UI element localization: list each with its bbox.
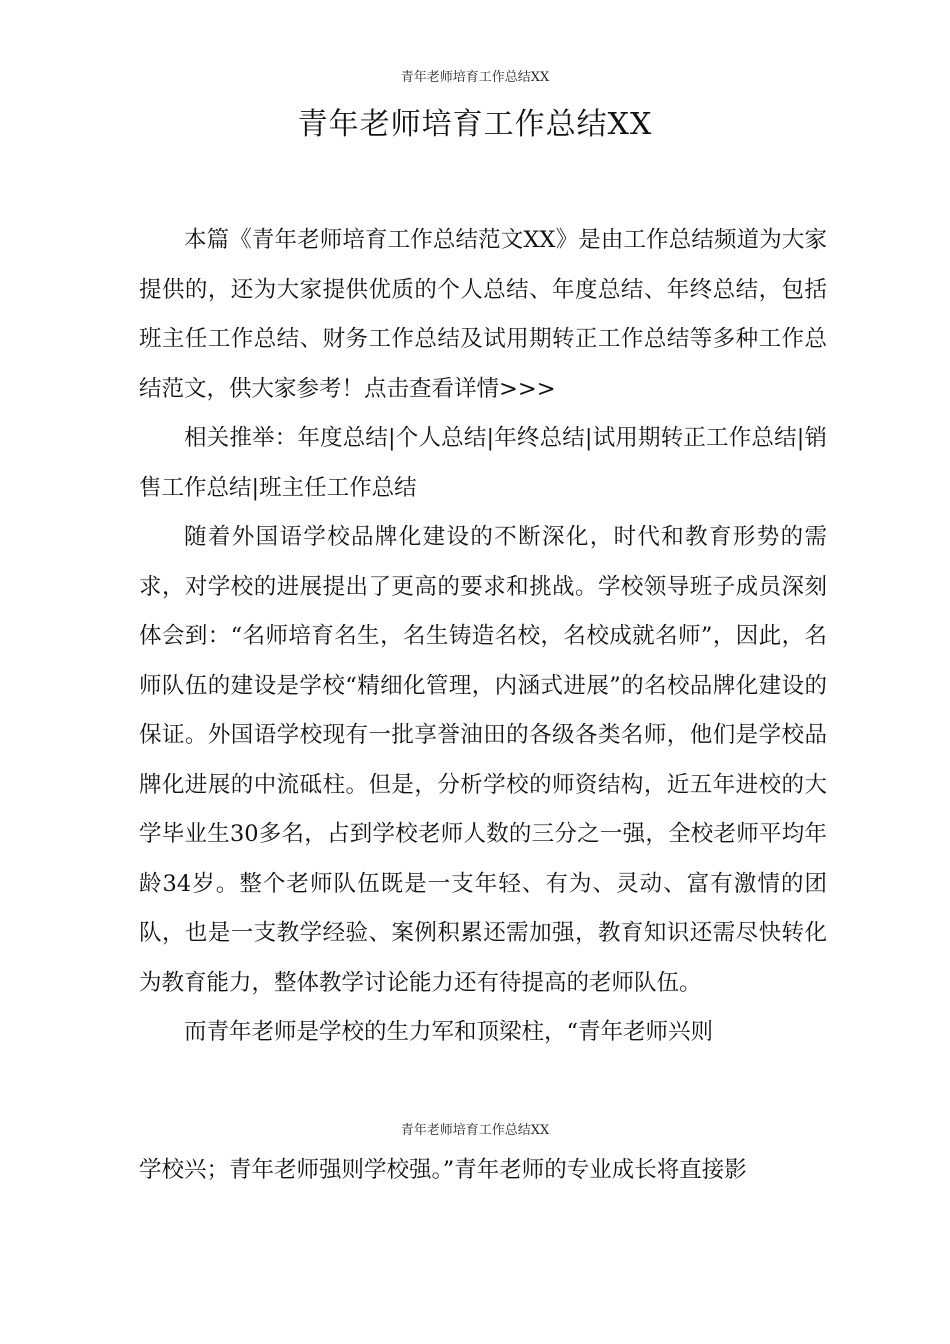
running-header: 青年老师培育工作总结XX [400, 70, 550, 85]
running-header-page-2: 青年老师培育工作总结XX [400, 1123, 550, 1138]
paragraph-young-teachers: 而青年老师是学校的生力军和顶梁柱，“青年老师兴则 [184, 1019, 714, 1045]
document-title: 青年老师培育工作总结XX [297, 107, 653, 142]
document-body-page-2 [139, 1146, 827, 1196]
document-body [139, 216, 827, 1058]
paragraph-continued: 学校兴；青年老师强则学校强。”青年老师的专业成长将直接影 [139, 1157, 747, 1183]
paragraph-recommendations: 相关推举：年度总结|个人总结|年终总结|试用期转正工作总结|销售工作总结|班主任工作总结 [139, 425, 827, 501]
paragraph-background: 随着外国语学校品牌化建设的不断深化，时代和教育形势的需求，对学校的进展提出了更高的要求和挑战。学校领导班子成员深刻体会到：“名师培育名生，名生铸造名校，名校成就名师”，因此，名师队伍的建设是学校“精细化管理，内涵式进展”的名校品牌化建设的保证。外国语学校现有一批享誉油田的各级各类名师，他们是学校品牌化进展的中流砥柱。但是，分析学校的师资结构，近五年进校的大学毕业生30多名，占到学校老师人数的三分之一强，全校老师平均年龄34岁。整个老师队伍既是一支年轻、有为、灵动、富有激情的团队，也是一支教学经验、案例积累还需加强，教育知识还需尽快转化为教育能力，整体教学讨论能力还有待提高的老师队伍。 [139, 524, 827, 996]
paragraph-intro: 本篇《青年老师培育工作总结范文XX》是由工作总结频道为大家提供的，还为大家提供优质的个人总结、年度总结、年终总结，包括班主任工作总结、财务工作总结及试用期转正工作总结等多种工作总结范文，供大家参考！点击查看详情>>> [139, 227, 827, 402]
